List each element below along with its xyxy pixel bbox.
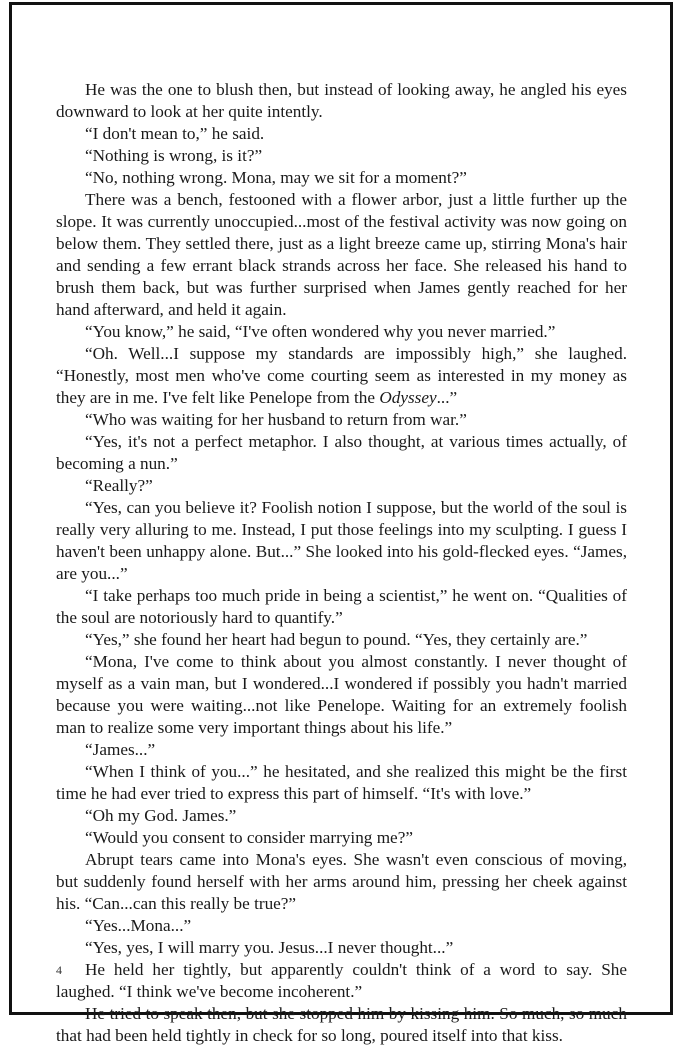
paragraph: “No, nothing wrong. Mona, may we sit for a moment?” — [85, 168, 467, 187]
paragraph: “Oh my God. James.” — [85, 806, 237, 825]
paragraph-text: ...” — [436, 388, 458, 407]
paragraph: “I take perhaps too much pride in being a scientist,” he went on. “Qualities of the soul are notoriously hard to quantify.” — [56, 586, 627, 627]
paragraph: “Who was waiting for her husband to return from war.” — [85, 410, 467, 429]
paragraph: “When I think of you...” he hesitated, and she realized this might be the first time he had ever tried to express this part of himself. “It's with love.” — [56, 762, 627, 803]
paragraph: “You know,” he said, “I've often wondered why you never married.” — [85, 322, 556, 341]
body-text — [56, 79, 627, 1047]
paragraph: There was a bench, festooned with a flower arbor, just a little further up the slope. It was currently unoccupied...most of the festival activity was now going on below them. They settled there, just as a light breeze came up, stirring Mona's hair and sending a few errant black strands across her face. She released his hand to brush them back, but was further surprised when James gently reached for her hand afterward, and held it again. — [56, 190, 627, 319]
paragraph: He was the one to blush then, but instead of looking away, he angled his eyes downward to look at her quite intently. — [56, 80, 627, 121]
paragraph: Abrupt tears came into Mona's eyes. She wasn't even conscious of moving, but suddenly found herself with her arms around him, pressing her cheek against his. “Can...can this really be true?” — [56, 850, 627, 913]
paragraph: “Nothing is wrong, is it?” — [85, 146, 263, 165]
paragraph: “Really?” — [85, 476, 153, 495]
paragraph — [56, 343, 627, 409]
paragraph-text: “Oh. Well...I suppose my standards are impossibly high,” she laughed. “Honestly, most men who've come courting seem as interested in my money as they are in me. I've felt like Penelope from the — [56, 344, 627, 407]
paragraph: He held her tightly, but apparently couldn't think of a word to say. She laughed. “I think we've become incoherent.” — [56, 960, 627, 1001]
paragraph: “Mona, I've come to think about you almost constantly. I never thought of myself as a vain man, but I wondered...I wondered if possibly you hadn't married because you were waiting...not like Penelope. Waiting for an extremely foolish man to realize some very important things about his life.” — [56, 652, 627, 737]
paragraph: “Would you consent to consider marrying me?” — [85, 828, 413, 847]
paragraph: He tried to speak then, but she stopped him by kissing him. So much, so much that had been held tightly in check for so long, poured itself into that kiss. — [56, 1004, 627, 1045]
page-number: 4 — [56, 963, 62, 977]
paragraph: “Yes, it's not a perfect metaphor. I also thought, at various times actually, of becoming a nun.” — [56, 432, 627, 473]
book-title-italic: Odyssey — [379, 388, 437, 407]
paragraph: “Yes...Mona...” — [85, 916, 192, 935]
paragraph: “Yes, can you believe it? Foolish notion I suppose, but the world of the soul is really very alluring to me. Instead, I put those feelings into my sculpting. I guess I haven't been unhappy alone. But...” She looked into his gold-flecked eyes. “James, are you...” — [56, 498, 627, 583]
paragraph: “Yes,” she found her heart had begun to pound. “Yes, they certainly are.” — [85, 630, 588, 649]
paragraph: “James...” — [85, 740, 156, 759]
paragraph: “I don't mean to,” he said. — [85, 124, 265, 143]
paragraph: “Yes, yes, I will marry you. Jesus...I never thought...” — [85, 938, 454, 957]
